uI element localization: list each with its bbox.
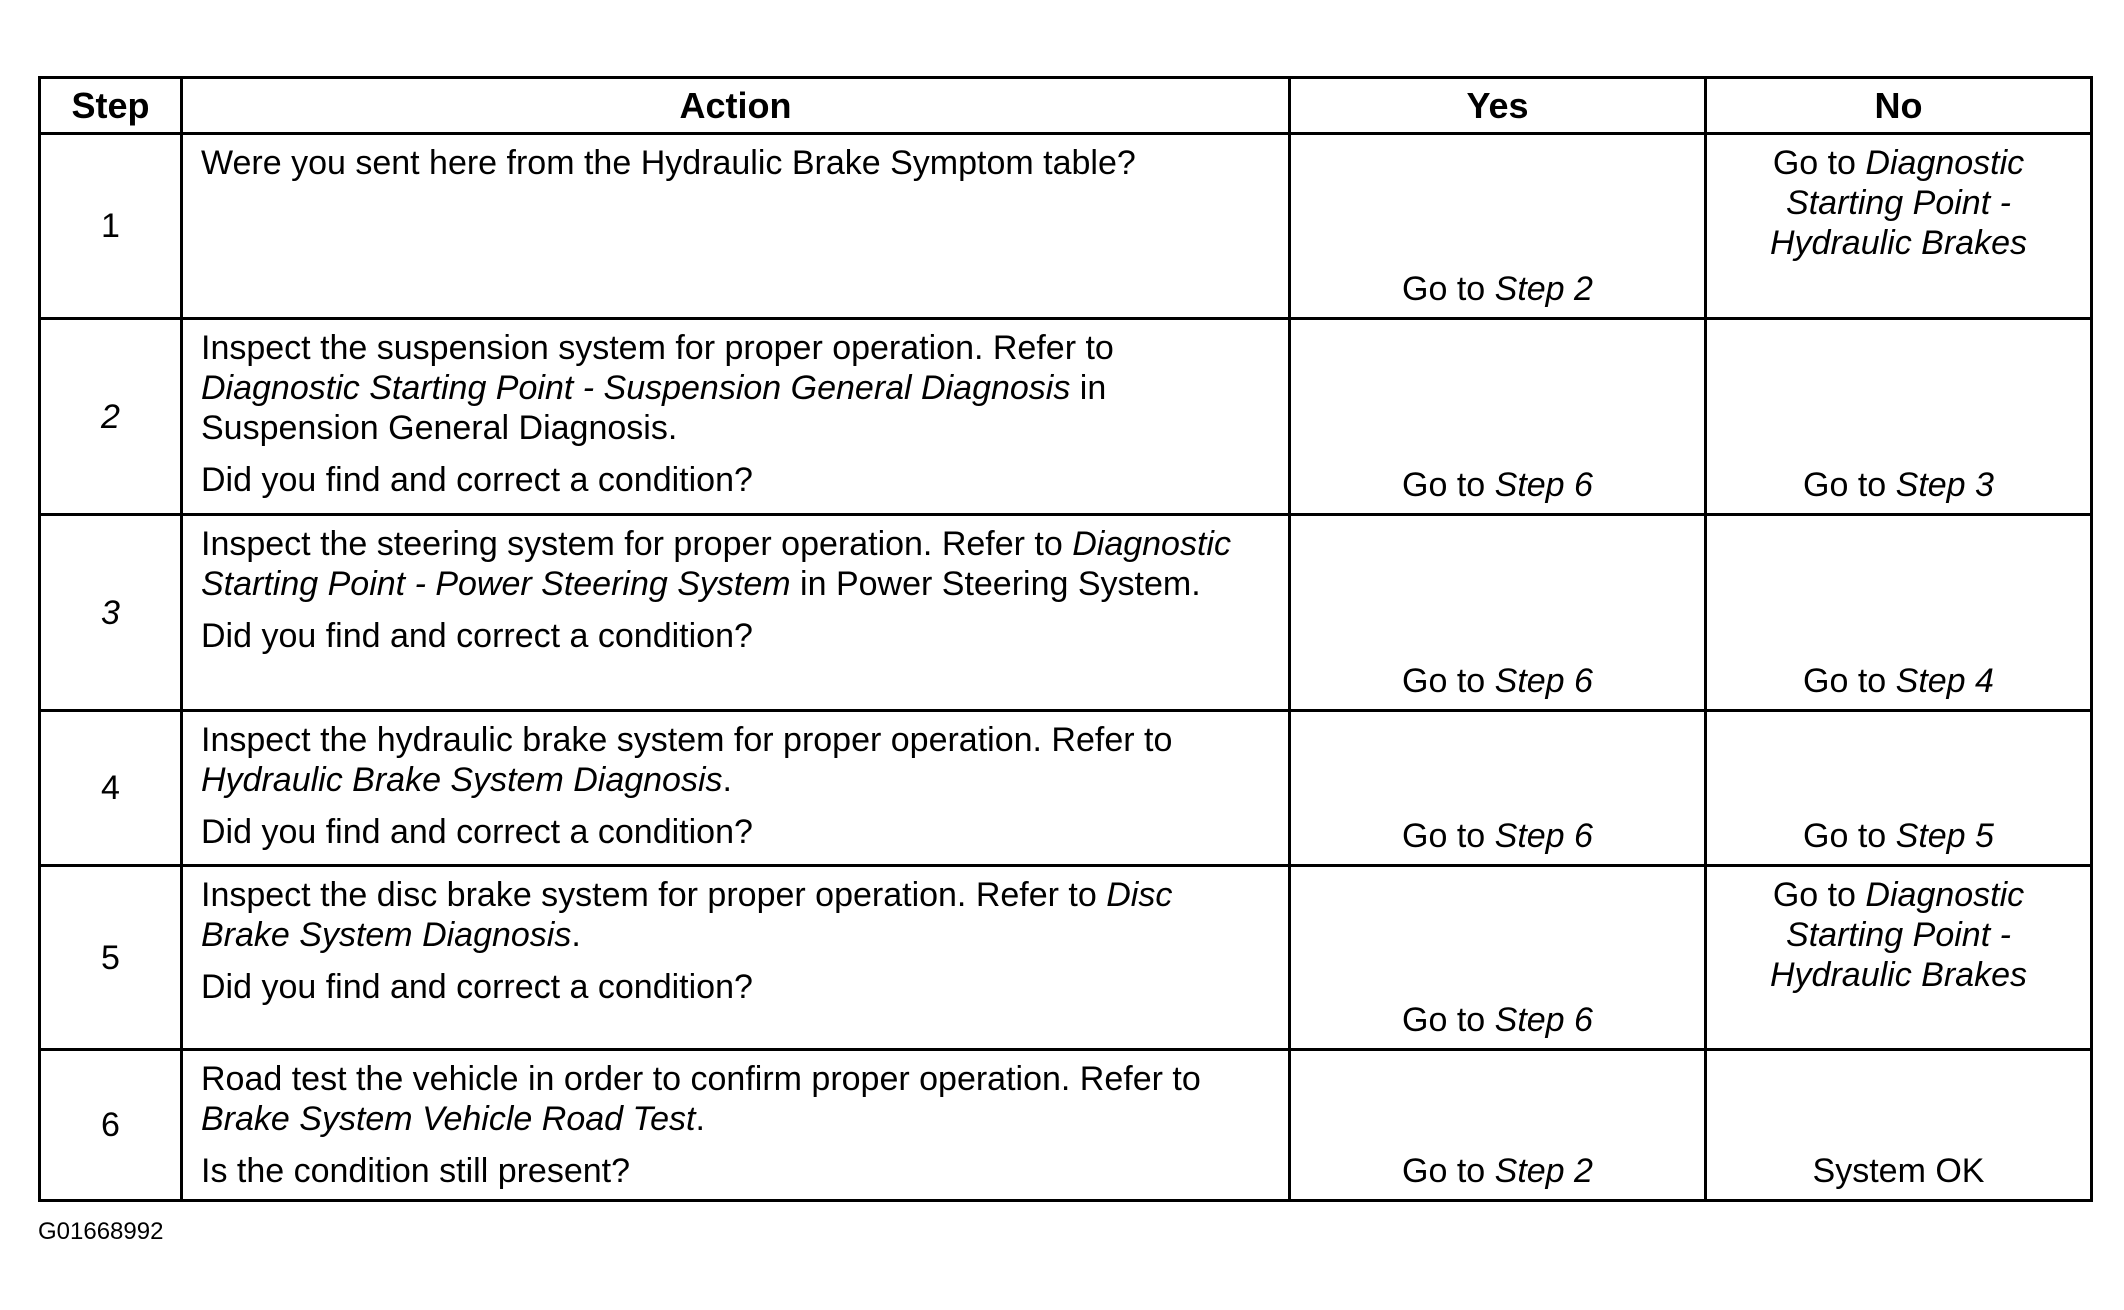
table-row — [40, 866, 2092, 1050]
yes-prefix: Go to — [1402, 662, 1495, 700]
yes-link[interactable]: Step 2 — [1494, 270, 1593, 308]
no-cell — [1706, 515, 2092, 711]
action-text: Inspect the steering system for proper operation. Refer to Diagnostic Starting Point - Power Steering System in Power Steering System. — [201, 525, 1231, 603]
action-cell — [182, 134, 1290, 319]
yes-prefix: Go to — [1402, 1152, 1495, 1190]
yes-cell — [1290, 319, 1706, 515]
no-cell — [1706, 711, 2092, 866]
yes-prefix: Go to — [1402, 1001, 1495, 1039]
table-row — [40, 319, 2092, 515]
action-text: Inspect the disc brake system for proper operation. Refer to Disc Brake System Diagnosis. — [201, 876, 1173, 954]
action-question: Did you find and correct a condition? — [201, 968, 753, 1006]
yes-link[interactable]: Step 6 — [1494, 466, 1593, 504]
yes-cell — [1290, 866, 1706, 1050]
no-cell — [1706, 1050, 2092, 1201]
yes-link[interactable]: Step 6 — [1494, 817, 1593, 855]
no-link[interactable]: Diagnostic Starting Point - Hydraulic Brakes — [1770, 876, 2027, 994]
yes-link[interactable]: Step 2 — [1494, 1152, 1593, 1190]
yes-link[interactable]: Step 6 — [1494, 662, 1593, 700]
no-prefix: Go to — [1803, 817, 1896, 855]
yes-cell — [1290, 134, 1706, 319]
action-text: Inspect the suspension system for proper operation. Refer to Diagnostic Starting Point - Suspension General Diagnosis in Suspension General Diagnosis. — [201, 329, 1114, 447]
no-prefix: Go to — [1803, 662, 1896, 700]
action-reference-link[interactable]: Brake System Vehicle Road Test — [201, 1100, 696, 1138]
no-cell — [1706, 134, 2092, 319]
action-question: Did you find and correct a condition? — [201, 461, 753, 499]
table-row — [40, 134, 2092, 319]
table-row — [40, 1050, 2092, 1201]
no-link[interactable]: Step 5 — [1895, 817, 1994, 855]
action-cell — [182, 866, 1290, 1050]
yes-cell — [1290, 515, 1706, 711]
action-cell — [182, 1050, 1290, 1201]
table-row — [40, 515, 2092, 711]
action-reference-link[interactable]: Diagnostic Starting Point - Power Steering System — [201, 525, 1231, 603]
step-number: 5 — [40, 866, 182, 1050]
no-cell — [1706, 319, 2092, 515]
yes-cell — [1290, 711, 1706, 866]
no-link[interactable]: Diagnostic Starting Point - Hydraulic Brakes — [1770, 144, 2027, 262]
action-question: Is the condition still present? — [201, 1152, 631, 1190]
header-no: No — [1706, 78, 2092, 134]
step-number: 3 — [40, 515, 182, 711]
header-yes: Yes — [1290, 78, 1706, 134]
header-action: Action — [182, 78, 1290, 134]
action-question: Did you find and correct a condition? — [201, 617, 753, 655]
action-cell — [182, 319, 1290, 515]
no-link[interactable]: Step 4 — [1895, 662, 1994, 700]
step-number: 2 — [40, 319, 182, 515]
no-prefix: Go to — [1772, 876, 1866, 914]
yes-prefix: Go to — [1402, 817, 1495, 855]
diagnostic-table — [38, 76, 2093, 1202]
action-reference-link[interactable]: Disc Brake System Diagnosis — [201, 876, 1173, 954]
action-question: Did you find and correct a condition? — [201, 813, 753, 851]
step-number: 6 — [40, 1050, 182, 1201]
no-cell — [1706, 866, 2092, 1050]
no-result: System OK — [1812, 1152, 1985, 1190]
yes-prefix: Go to — [1402, 466, 1495, 504]
step-number: 1 — [40, 134, 182, 319]
yes-link[interactable]: Step 6 — [1494, 1001, 1593, 1039]
figure-id: G01668992 — [38, 1218, 164, 1245]
action-text: Were you sent here from the Hydraulic Brake Symptom table? — [201, 144, 1136, 182]
action-cell — [182, 711, 1290, 866]
no-prefix: Go to — [1803, 466, 1896, 504]
no-link[interactable]: Step 3 — [1895, 466, 1994, 504]
action-cell — [182, 515, 1290, 711]
header-step: Step — [40, 78, 182, 134]
table-row — [40, 711, 2092, 866]
header-row — [40, 78, 2092, 134]
action-reference-link[interactable]: Diagnostic Starting Point - Suspension General Diagnosis — [201, 369, 1071, 407]
action-text: Inspect the hydraulic brake system for proper operation. Refer to Hydraulic Brake System Diagnosis. — [201, 721, 1173, 799]
yes-cell — [1290, 1050, 1706, 1201]
action-reference-link[interactable]: Hydraulic Brake System Diagnosis — [201, 761, 723, 799]
step-number: 4 — [40, 711, 182, 866]
action-text: Road test the vehicle in order to confirm proper operation. Refer to Brake System Vehicle Road Test. — [201, 1060, 1201, 1138]
yes-prefix: Go to — [1402, 270, 1495, 308]
no-prefix: Go to — [1772, 144, 1866, 182]
